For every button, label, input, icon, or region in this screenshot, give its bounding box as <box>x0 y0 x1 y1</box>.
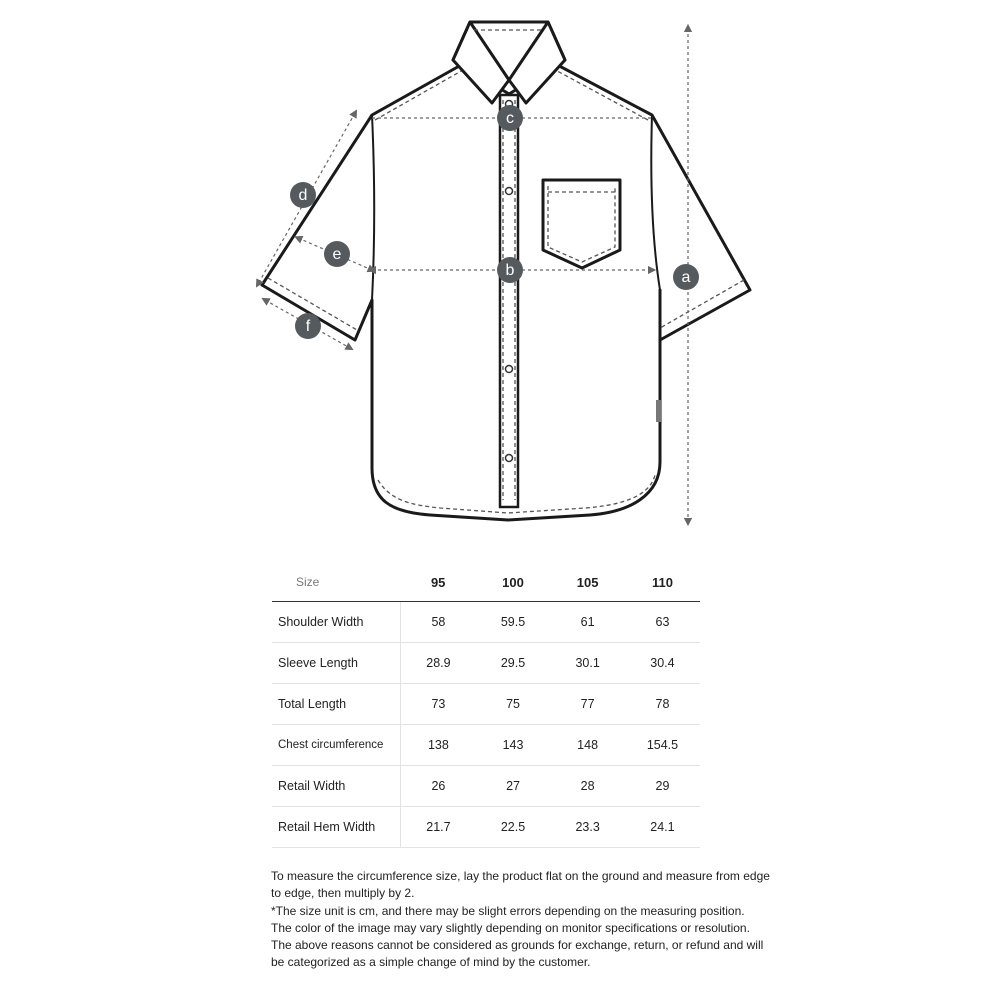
table-cell: 22.5 <box>476 807 551 848</box>
table-cell: 138 <box>401 725 476 766</box>
table-cell: 77 <box>550 684 625 725</box>
table-cell: 154.5 <box>625 725 700 766</box>
size-column-header: 95 <box>401 563 476 602</box>
table-row <box>272 684 700 725</box>
table-row <box>272 766 700 807</box>
table-cell: 24.1 <box>625 807 700 848</box>
table-cell: 28.9 <box>401 643 476 684</box>
note-text: To measure the circumference size, lay the product flat on the ground and measure from edge to edge, then multiply by 2. <box>271 869 770 901</box>
row-label: Retail Hem Width <box>272 807 401 848</box>
measurement-notes <box>271 868 771 972</box>
table-row <box>272 807 700 848</box>
row-label: Total Length <box>272 684 401 725</box>
marker-f-label: f <box>305 318 311 335</box>
table-cell: 75 <box>476 684 551 725</box>
row-label: Retail Width <box>272 766 401 807</box>
table-row <box>272 602 700 643</box>
table-cell: 28 <box>550 766 625 807</box>
size-column-header: 105 <box>550 563 625 602</box>
size-column-header: 110 <box>625 563 700 602</box>
table-cell: 148 <box>550 725 625 766</box>
row-label: Shoulder Width <box>272 602 401 643</box>
table-cell: 58 <box>401 602 476 643</box>
row-label: Chest circumference <box>272 725 401 766</box>
size-table <box>272 563 700 848</box>
marker-d-label: d <box>298 187 308 204</box>
table-cell: 26 <box>401 766 476 807</box>
table-cell: 30.1 <box>550 643 625 684</box>
marker-a-label: a <box>681 269 691 286</box>
note-text: The color of the image may vary slightly depending on monitor specifications or resolution. <box>271 920 750 935</box>
table-cell: 73 <box>401 684 476 725</box>
marker-f <box>295 313 321 339</box>
table-cell: 78 <box>625 684 700 725</box>
table-row <box>272 643 700 684</box>
table-cell: 29.5 <box>476 643 551 684</box>
marker-b-label: b <box>505 262 515 279</box>
row-label: Sleeve Length <box>272 643 401 684</box>
table-cell: 21.7 <box>401 807 476 848</box>
marker-a <box>673 264 699 290</box>
table-cell: 29 <box>625 766 700 807</box>
marker-c-label: c <box>506 110 514 127</box>
table-cell: 61 <box>550 602 625 643</box>
table-cell: 143 <box>476 725 551 766</box>
size-header-label: Size <box>272 563 401 602</box>
marker-b <box>497 257 523 283</box>
marker-e-label: e <box>332 246 342 263</box>
marker-d <box>290 182 316 208</box>
table-row <box>272 725 700 766</box>
table-cell: 59.5 <box>476 602 551 643</box>
note-text: The above reasons cannot be considered as grounds for exchange, return, or refund and will be categorized as a simple change of mind by the customer. <box>271 938 764 970</box>
size-column-header: 100 <box>476 563 551 602</box>
marker-c <box>497 105 523 131</box>
table-cell: 30.4 <box>625 643 700 684</box>
table-cell: 27 <box>476 766 551 807</box>
marker-e <box>324 241 350 267</box>
table-cell: 23.3 <box>550 807 625 848</box>
table-cell: 63 <box>625 602 700 643</box>
note-text: *The size unit is cm, and there may be slight errors depending on the measuring position. <box>271 903 745 918</box>
size-header-row <box>272 563 700 602</box>
